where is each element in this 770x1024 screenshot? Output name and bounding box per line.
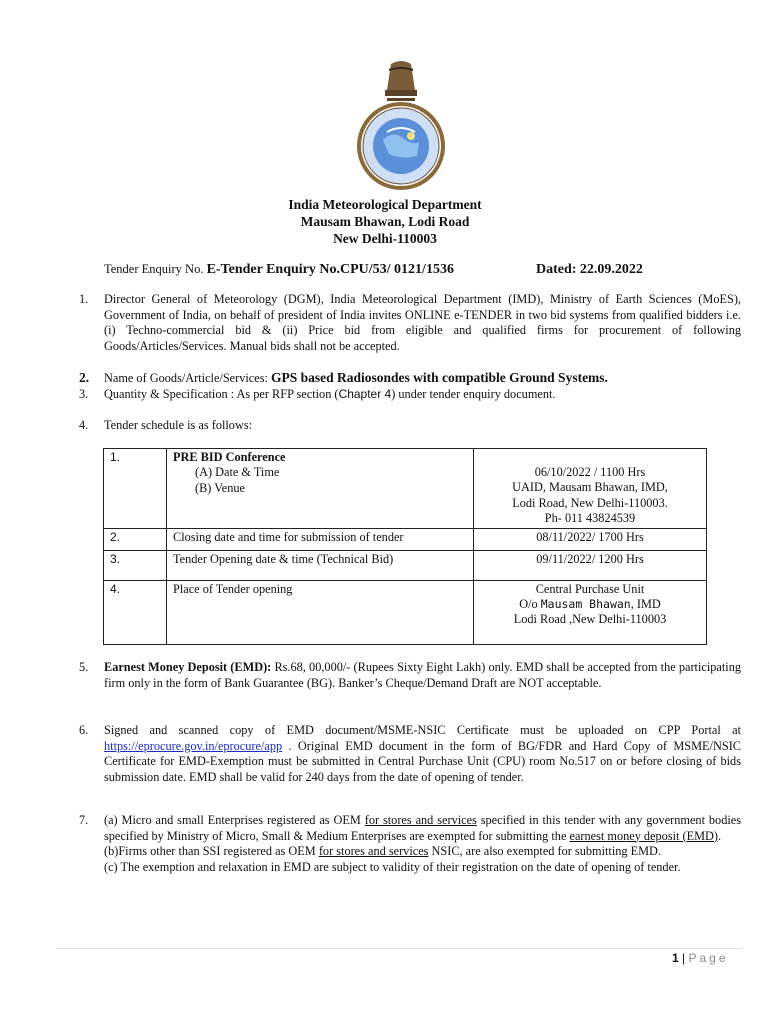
goods-value: GPS based Radiosondes with compatible Ground Systems. [271, 370, 608, 385]
row-number: 2. [104, 528, 167, 550]
item-number: 5. [79, 660, 89, 674]
enquiry-date: Dated: 22.09.2022 [536, 262, 643, 277]
row-label: Tender Opening date & time (Technical Bid) [167, 550, 474, 580]
place-line-1: Central Purchase Unit [535, 581, 645, 596]
place-imd: , IMD [630, 597, 661, 612]
emd-text: Rs.68, 00,000/- (Rupees Sixty Eight Lakh) only. EMD shall be accepted from the participating firm only in the form of Bank Guarantee (BG). Banker’s Cheque/Demand Draft are NOT acceptable. [104, 660, 741, 690]
item-5-text [104, 660, 741, 691]
row-number: 4. [104, 580, 167, 644]
enquiry-prefix: Tender Enquiry No. [104, 262, 204, 276]
tender-schedule-table [103, 448, 707, 645]
imd-emblem-logo [353, 60, 449, 192]
p7a-emd-underline: earnest money deposit (EMD) [569, 828, 719, 843]
place-line-3: Lodi Road ,New Delhi-110003 [513, 612, 667, 627]
row-value [474, 580, 707, 644]
emd-upload-text: Signed and scanned copy of EMD document/MSME-NSIC Certificate must be uploaded on CPP Portal at [104, 723, 741, 737]
enquiry-number: E-Tender Enquiry No.CPU/53/ 0121/1536 [206, 262, 454, 277]
item-3-text [104, 387, 741, 403]
qty-spec-text: Quantity & Specification : As per RFP section ( [104, 387, 339, 401]
p7b-underline: for stores and services [318, 844, 429, 859]
row-number: 1. [104, 449, 167, 529]
row-value: 09/11/2022/ 1200 Hrs [474, 550, 707, 580]
item-number: 7. [79, 813, 89, 827]
goods-label: Name of Goods/Article/Services: [104, 371, 271, 385]
item-number: 2. [79, 370, 90, 385]
row-value: 08/11/2022/ 1700 Hrs [474, 528, 707, 550]
item-7a [104, 813, 741, 844]
table-row [104, 528, 707, 550]
national-emblem-icon [385, 61, 417, 101]
row-label: Closing date and time for submission of tender [167, 528, 474, 550]
row-label: Place of Tender opening [167, 580, 474, 644]
item-number: 1. [79, 292, 89, 306]
item-7-text [104, 813, 741, 875]
p7a-text: (a) Micro and small Enterprises registered as OEM [104, 813, 365, 827]
p7a-text-2: specified in this tender with any government bodies specified by Ministry of Micro, Small & Medium Enterprises are exempted for submitting the [104, 813, 741, 843]
prebid-date-label: (A) Date & Time [195, 465, 280, 480]
item-number: 4. [79, 418, 89, 432]
prebid-venue-2: Lodi Road, New Delhi-110003. [512, 495, 668, 510]
page-number: 1 [672, 951, 679, 965]
prebid-venue-label: (B) Venue [195, 480, 245, 495]
page-separator: | [678, 951, 689, 965]
place-building: Mausam Bhawan [540, 597, 631, 612]
item-7b [104, 844, 741, 860]
footer-divider [56, 948, 742, 949]
table-row [104, 580, 707, 644]
chapter-ref: Chapter 4 [338, 387, 392, 401]
row-label [167, 449, 474, 529]
item-number: 6. [79, 723, 89, 737]
table-row [104, 449, 707, 529]
p7a-underline: for stores and services [364, 813, 477, 827]
page-footer [672, 951, 729, 965]
emd-label: Earnest Money Deposit (EMD): [104, 660, 272, 674]
prebid-venue-1: UAID, Mausam Bhawan, IMD, [512, 480, 668, 495]
place-oo: O/o [519, 597, 541, 612]
row-value [474, 449, 707, 529]
page-word: Page [688, 951, 729, 965]
table-row [104, 550, 707, 580]
p7a-end: . [718, 828, 722, 843]
p7b-text-2: NSIC, are also exempted for submitting EMD. [428, 844, 662, 859]
item-1-text: Director General of Meteorology (DGM), India Meteorological Department (IMD), Ministry of Earth Sciences (MoES), Government of India, on behalf of president of India invites ONLINE e-TENDER in two bid systems from qualified bidders i.e. (i) Techno-commercial bid & (ii) Price bid from eligible and qualified firms for procurement of following Goods/Articles/Services. Manual bids shall not be accepted. [104, 292, 741, 353]
prebid-title: PRE BID Conference [173, 450, 286, 464]
item-4-text: Tender schedule is as follows: [104, 418, 253, 432]
item-number: 3. [79, 387, 89, 401]
prebid-datetime: 06/10/2022 / 1100 Hrs [534, 465, 646, 479]
place-line-2 [480, 597, 700, 612]
emd-submit-text: . Original EMD document in the form of BG/FDR and Hard Copy of MSME/NSIC Certificate for EMD-Exemption must be submitted in Central Purchase Unit (CPU) room No.517 on or before closing of bids submission date. EMD shall be valid for 240 days from the date of opening of tender. [104, 738, 741, 784]
item-7c: (c) The exemption and relaxation in EMD are subject to validity of their registration on the date of opening of tender. [104, 859, 681, 874]
prebid-phone: Ph- 011 43824539 [544, 511, 636, 526]
p7b-text: (b)Firms other than SSI registered as OEM [104, 844, 319, 859]
row-number: 3. [104, 550, 167, 580]
org-address-line2: New Delhi-110003 [333, 231, 437, 246]
org-name: India Meteorological Department [288, 197, 482, 212]
tender-enquiry-line [104, 262, 454, 278]
cpp-portal-link[interactable]: https://eprocure.gov.in/eprocure/app [104, 738, 283, 753]
qty-spec-tail: ) under tender enquiry document. [391, 387, 556, 401]
item-6-text [104, 723, 741, 785]
org-address-line1: Mausam Bhawan, Lodi Road [300, 214, 470, 229]
item-2-text [104, 370, 741, 387]
